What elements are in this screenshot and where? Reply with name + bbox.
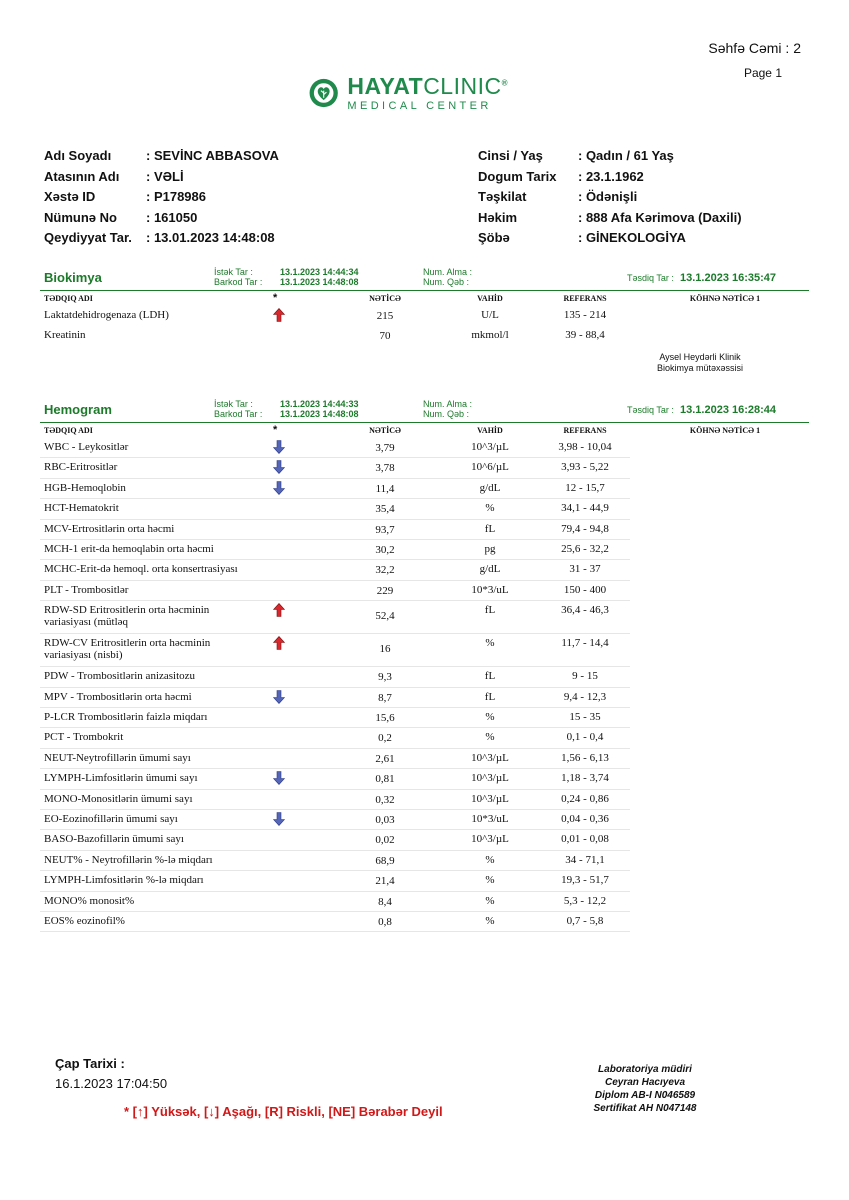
- unit-value: 10*3/uL: [471, 583, 509, 596]
- test-name: LYMPH-Limfositlərin %-lə miqdarı: [44, 874, 204, 887]
- page-number: Page 1: [743, 66, 782, 80]
- test-name-line2: variasiyası (nisbi): [44, 649, 123, 662]
- column-header-previous: KÖHNƏ NƏTİCƏ 1: [689, 426, 761, 435]
- result-value: 68,9: [375, 854, 395, 867]
- column-header-unit: VAHİD: [477, 294, 503, 303]
- column-header-test: TƏDQIQ ADI: [44, 426, 93, 435]
- logo-subtitle: MEDICAL CENTER: [347, 99, 492, 112]
- row-divider: [40, 519, 630, 520]
- reference-range: 11,7 - 14,4: [561, 637, 609, 650]
- result-value: 93,7: [375, 523, 395, 536]
- unit-value: fL: [484, 690, 496, 703]
- reference-range: 19,3 - 51,7: [561, 874, 609, 887]
- result-value: 0,81: [375, 773, 395, 786]
- result-value: 215: [376, 310, 394, 322]
- row-divider: [40, 498, 630, 499]
- result-value: 35,4: [375, 503, 395, 516]
- signature-line: Sertifikat AH N047148: [593, 1103, 697, 1114]
- test-name: LYMPH-Limfositlərin ümumi sayı: [44, 772, 198, 785]
- column-header-previous: KÖHNƏ NƏTİCƏ 1: [689, 294, 761, 303]
- row-divider: [40, 633, 630, 634]
- lab-director-signature: [570, 1063, 720, 1115]
- unit-value: 10^3/µL: [471, 772, 509, 785]
- approve-label: Təsdiq Tar :: [627, 405, 674, 415]
- unit-value: 10^6/µL: [471, 461, 509, 474]
- result-value: 8,7: [378, 691, 392, 704]
- test-name: MCV-Ertrositlərin orta həcmi: [44, 522, 175, 535]
- arrow-up-icon: [273, 636, 285, 650]
- reference-range: 39 - 88,4: [565, 329, 605, 342]
- test-name: MCH-1 erit-da hemoqlabin orta həcmi: [44, 543, 214, 555]
- unit-value: %: [485, 731, 495, 744]
- row-divider: [40, 931, 630, 932]
- row-divider: [40, 850, 630, 851]
- row-divider: [40, 727, 630, 728]
- arrow-down-icon: [273, 771, 285, 785]
- arrow-down-icon: [273, 481, 285, 495]
- approve-date: 13.1.2023 16:28:44: [680, 404, 777, 416]
- clinic-logo: [308, 70, 508, 116]
- reference-range: 3,98 - 10,04: [558, 441, 612, 453]
- patient-field-value: : SEVİNC ABBASOVA: [146, 148, 279, 163]
- section-title: Hemogram: [44, 402, 112, 417]
- result-value: 0,32: [375, 793, 395, 806]
- patient-field-value: : 13.01.2023 14:48:08: [146, 230, 275, 245]
- row-divider: [40, 559, 630, 560]
- column-header-reference: REFERANS: [563, 294, 607, 303]
- row-divider: [40, 870, 630, 871]
- reference-range: 31 - 37: [569, 563, 601, 576]
- test-name: MCHC-Erit-də hemoql. orta konsertrasiyası: [44, 563, 238, 576]
- patient-field-label: Dogum Tarix: [478, 168, 557, 184]
- result-value: 16: [379, 643, 391, 656]
- column-header-flag: *: [273, 424, 278, 436]
- reference-range: 34 - 71,1: [565, 853, 605, 866]
- result-value: 0,03: [375, 814, 395, 826]
- test-name: EO-Eozinofillərin ümumi sayı: [44, 813, 178, 825]
- unit-value: %: [485, 711, 495, 723]
- unit-value: pg: [484, 543, 496, 555]
- test-name: NEUT% - Neytrofillərin %-lə miqdarı: [44, 853, 213, 866]
- arrow-up-icon: [273, 308, 285, 322]
- arrow-down-icon: [273, 460, 285, 474]
- approve-date: 13.1.2023 16:35:47: [680, 272, 777, 284]
- column-header-result: NƏTİCƏ: [369, 294, 401, 303]
- reference-range: 34,1 - 44,9: [561, 502, 609, 515]
- result-value: 0,8: [378, 916, 392, 928]
- row-divider: [40, 457, 630, 458]
- print-date: 16.1.2023 17:04:50: [55, 1076, 168, 1091]
- row-divider: [40, 768, 630, 769]
- reference-range: 5,3 - 12,2: [563, 894, 607, 907]
- column-header-flag: *: [273, 292, 278, 304]
- reference-range: 1,56 - 6,13: [561, 751, 609, 764]
- test-name-line2: variasiyası (mütləq: [44, 616, 129, 629]
- column-header-result: NƏTİCƏ: [369, 426, 401, 435]
- patient-field-value: : GİNEKOLOGİYA: [578, 230, 686, 245]
- patient-field-label: Qeydiyyat Tar.: [44, 230, 132, 245]
- row-divider: [40, 580, 630, 581]
- test-name: RBC-Eritrositlər: [44, 461, 118, 474]
- barkod-label: Barkod Tar :: [214, 277, 263, 287]
- barkod-date: 13.1.2023 14:48:08: [280, 409, 359, 419]
- result-value: 3,79: [375, 442, 395, 454]
- test-name: MONO% monosit%: [44, 894, 135, 907]
- row-divider: [40, 666, 630, 667]
- test-name: PLT - Trombositlər: [44, 583, 129, 596]
- result-value: 52,4: [375, 610, 395, 623]
- reference-range: 0,01 - 0,08: [561, 833, 609, 846]
- unit-value: 10*3/uL: [471, 813, 509, 825]
- patient-field-value: : 161050: [146, 209, 198, 225]
- test-name: RDW-CV Eritrositlerin orta həcminin: [44, 637, 211, 650]
- patient-field-label: Atasının Adı: [44, 168, 120, 184]
- result-value: 2,61: [375, 752, 395, 765]
- test-name: Laktatdehidrogenaza (LDH): [44, 309, 169, 321]
- logo-name-light: CLINIC: [423, 72, 502, 99]
- unit-value: U/L: [481, 309, 499, 321]
- section-title: Biokimya: [44, 270, 102, 285]
- row-divider: [40, 600, 630, 601]
- result-value: 0,02: [375, 834, 395, 847]
- result-value: 15,6: [375, 712, 395, 724]
- column-header-reference: REFERANS: [563, 426, 607, 435]
- section-rule: [40, 422, 809, 423]
- reference-range: 135 - 214: [563, 309, 607, 321]
- unit-value: fL: [484, 522, 496, 535]
- num-qeb-label: Num. Qəb :: [423, 277, 470, 287]
- patient-field-value: : VƏLİ: [146, 168, 184, 184]
- reference-range: 150 - 400: [563, 583, 607, 596]
- patient-field-label: Həkim: [478, 209, 518, 225]
- patient-field-label: Nümunə No: [44, 209, 117, 225]
- patient-field-value: : Qadın / 61 Yaş: [578, 148, 674, 163]
- reference-range: 79,4 - 94,8: [561, 522, 609, 535]
- barkod-label: Barkod Tar :: [214, 409, 263, 419]
- test-name: PCT - Trombokrit: [44, 731, 124, 744]
- num-alma-label: Num. Alma :: [423, 267, 473, 277]
- result-value: 9,3: [378, 671, 392, 684]
- patient-field-value: : 888 Afa Kərimova (Daxili): [578, 209, 742, 225]
- unit-value: %: [485, 853, 495, 866]
- result-value: 11,4: [375, 482, 395, 495]
- test-name: RDW-SD Eritrositlerin orta həcminin: [44, 604, 210, 617]
- istek-date: 13.1.2023 14:44:33: [280, 399, 359, 409]
- section-rule: [40, 290, 809, 291]
- test-name: HGB-Hemoqlobin: [44, 481, 126, 494]
- unit-value: %: [485, 637, 495, 650]
- row-divider: [40, 687, 630, 688]
- arrow-down-icon: [273, 440, 285, 454]
- patient-field-label: Cinsi / Yaş: [478, 148, 543, 163]
- logo-registered: ®: [501, 77, 508, 87]
- test-name: Kreatinin: [44, 329, 86, 342]
- unit-value: g/dL: [479, 481, 501, 494]
- signer-line: Aysel Heydərli Klinik: [659, 352, 741, 362]
- row-divider: [40, 748, 630, 749]
- print-date-label: Çap Tarixi :: [55, 1056, 125, 1071]
- test-name: BASO-Bazofillərin ümumi sayı: [44, 833, 184, 846]
- unit-value: fL: [484, 670, 496, 683]
- biochemist-signature: [630, 352, 770, 374]
- signature-line: Ceyran Hacıyeva: [604, 1077, 686, 1088]
- clinic-logo-icon: [308, 73, 339, 113]
- patient-field-label: Xəstə ID: [44, 189, 96, 204]
- result-value: 70: [379, 330, 391, 343]
- result-value: 8,4: [378, 895, 392, 908]
- unit-value: 10^3/µL: [471, 441, 509, 453]
- row-divider: [40, 539, 630, 540]
- patient-field-label: Təşkilat: [478, 189, 527, 204]
- signature-line: Diplom AB-I N046589: [594, 1090, 696, 1101]
- row-divider: [40, 891, 630, 892]
- patient-field-label: Şöbə: [478, 230, 510, 245]
- row-divider: [40, 707, 630, 708]
- patient-field-value: : 23.1.1962: [578, 168, 644, 184]
- istek-date: 13.1.2023 14:44:34: [280, 267, 359, 277]
- arrow-up-icon: [273, 603, 285, 617]
- reference-range: 9,4 - 12,3: [563, 690, 607, 703]
- reference-range: 36,4 - 46,3: [561, 604, 609, 617]
- reference-range: 1,18 - 3,74: [561, 772, 609, 785]
- reference-range: 15 - 35: [569, 711, 601, 723]
- result-value: 21,4: [375, 875, 395, 888]
- result-value: 0,2: [378, 732, 392, 745]
- result-value: 32,2: [375, 564, 395, 577]
- test-name: MPV - Trombositlərin orta həcmi: [44, 690, 192, 703]
- reference-range: 25,6 - 32,2: [561, 543, 609, 555]
- patient-field-value: : Ödənişli: [578, 189, 638, 204]
- column-header-test: TƏDQIQ ADI: [44, 294, 93, 303]
- row-divider: [40, 789, 630, 790]
- row-divider: [40, 809, 630, 810]
- barkod-date: 13.1.2023 14:48:08: [280, 277, 359, 287]
- test-name: EOS% eozinofil%: [44, 915, 125, 927]
- unit-value: g/dL: [479, 563, 501, 576]
- test-name: HCT-Hematokrit: [44, 502, 119, 515]
- approve-label: Təsdiq Tar :: [627, 273, 674, 283]
- unit-value: %: [485, 894, 495, 907]
- test-name: WBC - Leykositlər: [44, 441, 129, 453]
- row-divider: [40, 911, 630, 912]
- result-value: 30,2: [375, 544, 395, 556]
- reference-range: 3,93 - 5,22: [561, 461, 609, 474]
- patient-field-value: : P178986: [146, 189, 206, 204]
- result-value: 229: [376, 584, 394, 597]
- page-count: Səhfə Cəmi : 2: [708, 40, 801, 56]
- unit-value: 10^3/µL: [471, 833, 509, 846]
- istek-label: İstək Tar :: [214, 267, 253, 277]
- reference-range: 0,7 - 5,8: [566, 915, 604, 927]
- unit-value: %: [485, 915, 495, 927]
- reference-range: 0,1 - 0,4: [566, 731, 604, 744]
- reference-range: 0,24 - 0,86: [561, 792, 609, 805]
- patient-field-label: Adı Soyadı: [44, 148, 112, 163]
- signature-line: Laboratoriya müdiri: [598, 1064, 692, 1075]
- signer-line: Biokimya mütəxəssisi: [656, 363, 744, 373]
- unit-value: mkmol/l: [471, 329, 509, 342]
- unit-value: 10^3/µL: [471, 751, 509, 764]
- test-name: P-LCR Trombositlərin faizlə miqdarı: [44, 711, 208, 723]
- arrow-down-icon: [273, 812, 285, 826]
- unit-value: %: [485, 502, 495, 515]
- reference-range: 9 - 15: [572, 670, 598, 683]
- unit-value: 10^3/µL: [471, 792, 509, 805]
- reference-range: 12 - 15,7: [565, 481, 605, 494]
- test-name: MONO-Monositlərin ümumi sayı: [44, 792, 193, 805]
- arrow-down-icon: [273, 690, 285, 704]
- column-header-unit: VAHİD: [477, 426, 503, 435]
- flag-legend: * [↑] Yüksək, [↓] Aşağı, [R] Riskli, [NE] Bərabər Deyil: [124, 1104, 443, 1119]
- unit-value: fL: [484, 604, 496, 617]
- num-alma-label: Num. Alma :: [423, 399, 473, 409]
- row-divider: [40, 829, 630, 830]
- result-value: 3,78: [375, 462, 395, 475]
- row-divider: [40, 478, 630, 479]
- num-qeb-label: Num. Qəb :: [423, 409, 470, 419]
- test-name: NEUT-Neytrofillərin ümumi sayı: [44, 751, 191, 764]
- test-name: PDW - Trombositlərin anizasitozu: [44, 670, 196, 683]
- logo-name-bold: HAYAT: [347, 72, 424, 99]
- unit-value: %: [485, 874, 495, 887]
- istek-label: İstək Tar :: [214, 399, 253, 409]
- reference-range: 0,04 - 0,36: [561, 813, 609, 825]
